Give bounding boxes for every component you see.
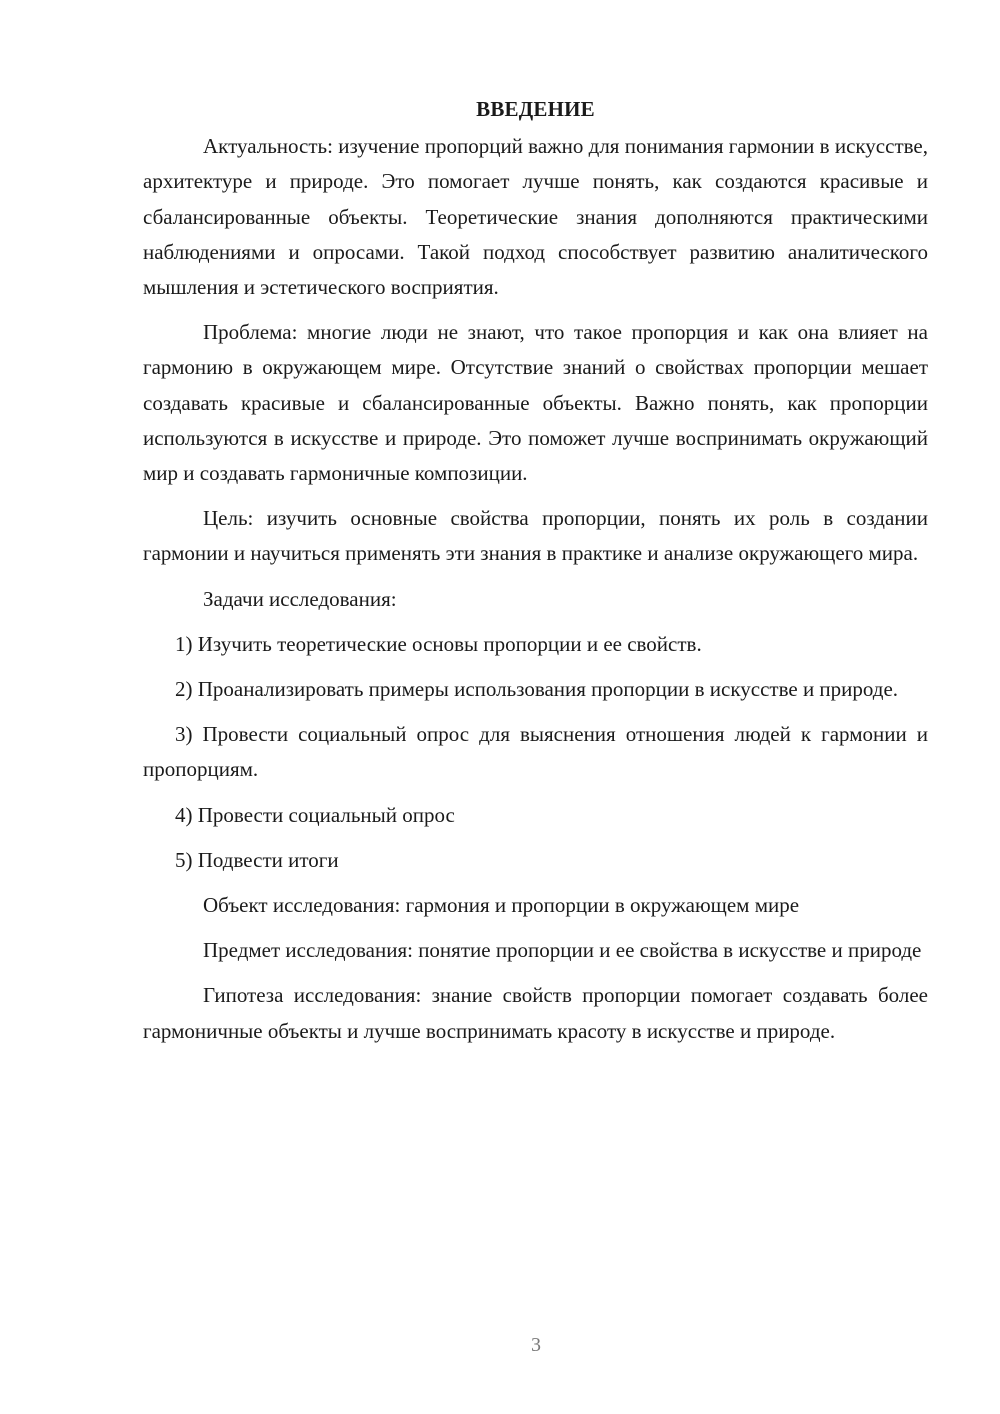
task-item-2: 2) Проанализировать примеры использования пропорции в искусстве и природе. [175,677,899,702]
paragraph-goal: Цель: изучить основные свойства пропорции, понять их роль в создании гармонии и научиться применять эти знания в практике и анализе окружающего мира. [143,506,928,566]
task-item-1: 1) Изучить теоретические основы пропорции и ее свойств. [175,631,702,656]
paragraph-subject: Предмет исследования: понятие пропорции и ее свойства в искусстве и природе [203,938,922,963]
page-number: 3 [531,1334,541,1356]
task-item-4: 4) Провести социальный опрос [175,802,455,827]
page-title: ВВЕДЕНИЕ [476,97,595,121]
task-item-3: 3) Провести социальный опрос для выяснения отношения людей к гармонии и пропорциям. [143,722,928,782]
paragraph-object: Объект исследования: гармония и пропорции в окружающем мире [203,893,800,918]
paragraph-problem: Проблема: многие люди не знают, что такое пропорция и как она влияет на гармонию в окружающем мире. Отсутствие знаний о свойствах пропорции мешает создавать красивые и сбалансированные объекты. Важно понять, как пропорции используются в искусстве и природе. Это поможет лучше воспринимать окружающий мир и создавать гармоничные композиции. [143,320,928,486]
task-item-5: 5) Подвести итоги [175,847,339,872]
paragraph-hypothesis: Гипотеза исследования: знание свойств пропорции помогает создавать более гармоничные объекты и лучше воспринимать красоту в искусстве и природе. [143,983,928,1043]
document-page [143,92,928,1059]
tasks-heading: Задачи исследования: [203,586,397,611]
paragraph-relevance: Актуальность: изучение пропорций важно для понимания гармонии в искусстве, архитектуре и природе. Это помогает лучше понять, как создаются красивые и сбалансированные объекты. Теоретические знания дополняются практическими наблюдениями и опросами. Такой подход способствует развитию аналитического мышления и эстетического восприятия. [143,134,928,300]
